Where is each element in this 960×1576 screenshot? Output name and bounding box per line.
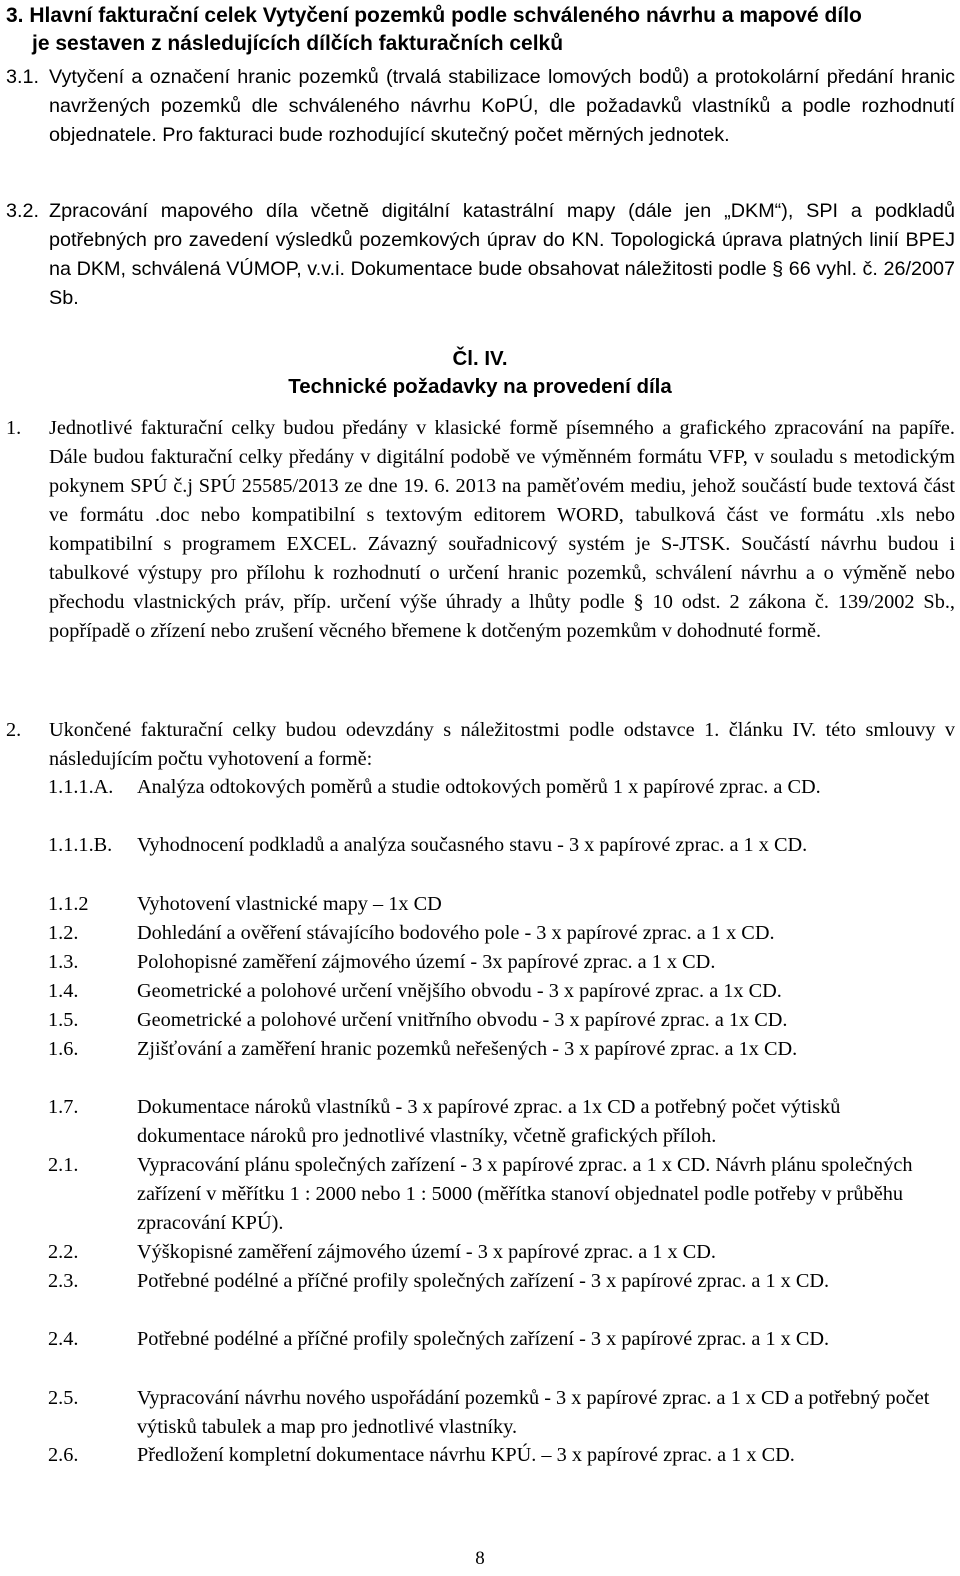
item-number: 1.1.1.A. xyxy=(48,776,114,798)
item-number: 1.6. xyxy=(48,1038,79,1060)
paragraph-text: Ukončené fakturační celky budou odevzdány s náležitostmi podle odstavce 1. článku IV. této smlouvy v následujícím počtu vyhotovení a formě: xyxy=(49,719,955,770)
item-number: 1.4. xyxy=(48,980,79,1002)
item-number: 2.6. xyxy=(48,1444,79,1466)
heading-line1: Hlavní fakturační celek Vytyčení pozemků podle schváleného návrhu a mapové dílo xyxy=(29,4,862,27)
item-text: Potřebné podélné a příčné profily společných zařízení - 3 x papírové zprac. a 1 x CD. xyxy=(137,1270,830,1292)
section-text: Zpracování mapového díla včetně digitální katastrální mapy (dále jen „DKM“), SPI a podkladů potřebných pro zavedení výsledků pozemkových úprav do KN. Topologická úprava platných linií BPEJ na DKM, schválená VÚMOP, v.v.i. Dokumentace bude obsahovat náležitosti podle § 66 vyhl. č. 26/2007 Sb. xyxy=(49,200,955,309)
item-number: 2.3. xyxy=(48,1270,79,1292)
item-number: 2.1. xyxy=(48,1154,79,1176)
section-heading xyxy=(6,2,956,58)
section-number: 3.2. xyxy=(6,200,39,222)
item-number: 2.5. xyxy=(48,1387,79,1409)
item-number: 1.5. xyxy=(48,1009,79,1031)
item-text: Zjišťování a zaměření hranic pozemků neřešených - 3 x papírové zprac. a 1x CD. xyxy=(137,1038,798,1060)
paragraph-number: 2. xyxy=(6,719,22,741)
item-number: 1.1.2 xyxy=(48,893,89,915)
heading-number: 3. xyxy=(6,4,24,27)
item-text: Dokumentace nároků vlastníků - 3 x papírové zprac. a 1x CD a potřebný počet výtisků dokumentace nároků pro jednotlivé vlastníky, včetně grafických příloh. xyxy=(137,1096,841,1147)
item-text: Geometrické a polohové určení vnějšího obvodu - 3 x papírové zprac. a 1x CD. xyxy=(137,980,782,1002)
item-text: Dohledání a ověření stávajícího bodového pole - 3 x papírové zprac. a 1 x CD. xyxy=(137,922,775,944)
page-number: 8 xyxy=(475,1548,485,1569)
item-text: Vyhodnocení podkladů a analýza současného stavu - 3 x papírové zprac. a 1 x CD. xyxy=(137,834,808,856)
item-number: 1.3. xyxy=(48,951,79,973)
item-text: Vyhotovení vlastnické mapy – 1x CD xyxy=(137,893,442,915)
article-number: Čl. IV. xyxy=(452,347,508,370)
paragraph-number: 1. xyxy=(6,417,22,439)
item-text: Geometrické a polohové určení vnitřního obvodu - 3 x papírové zprac. a 1x CD. xyxy=(137,1009,788,1031)
item-number: 1.2. xyxy=(48,922,79,944)
item-number: 1.1.1.B. xyxy=(48,834,113,856)
item-number: 1.7. xyxy=(48,1096,79,1118)
article-title: Technické požadavky na provedení díla xyxy=(288,375,672,398)
heading-line2: je sestaven z následujících dílčích fakturačních celků xyxy=(32,32,564,55)
paragraph-text: Jednotlivé fakturační celky budou předány v klasické formě písemného a grafického zpracování na papíře. Dále budou fakturační celky předány v digitální podobě ve výměnném formátu VFP, v souladu s metodickým pokynem SPÚ č.j SPÚ 25585/2013 ze dne 19. 6. 2013 na paměťovém mediu, jehož součástí bude textová část ve formátu .doc nebo kompatibilní s textovým editorem WORD, tabulková část ve formátu .xls nebo kompatibilní s programem EXCEL. Závazný souřadnicový systém je S-JTSK. Součástí návrhu budou i tabulkové výstupy pro přílohu k rozhodnutí o určení hranic pozemků, schválení návrhu a o výměně nebo přechodu vlastnických práv, příp. určení výše úhrady a lhůty podle § 10 odst. 2 zákona č. 139/2002 Sb., popřípadě o zřízení nebo zrušení věcného břemene k dotčeným pozemkům v dohodnuté formě. xyxy=(49,417,955,642)
section-number: 3.1. xyxy=(6,66,39,88)
item-number: 2.2. xyxy=(48,1241,79,1263)
section-text: Vytyčení a označení hranic pozemků (trvalá stabilizace lomových bodů) a protokolární předání hranic navržených pozemků dle schváleného návrhu KoPÚ, dle požadavků vlastníků a podle rozhodnutí objednatele. Pro fakturaci bude rozhodující skutečný počet měrných jednotek. xyxy=(49,66,955,146)
item-text: Výškopisné zaměření zájmového území - 3 x papírové zprac. a 1 x CD. xyxy=(137,1241,716,1263)
item-text: Potřebné podélné a příčné profily společných zařízení - 3 x papírové zprac. a 1 x CD. xyxy=(137,1328,830,1350)
item-text: Analýza odtokových poměrů a studie odtokových poměrů 1 x papírové zprac. a CD. xyxy=(137,776,821,798)
item-text: Předložení kompletní dokumentace návrhu KPÚ. – 3 x papírové zprac. a 1 x CD. xyxy=(137,1444,795,1466)
item-text: Vypracování návrhu nového uspořádání pozemků - 3 x papírové zprac. a 1 x CD a potřebný počet výtisků tabulek a map pro jednotlivé vlastníky. xyxy=(137,1387,930,1438)
item-number: 2.4. xyxy=(48,1328,79,1350)
item-text: Polohopisné zaměření zájmového území - 3x papírové zprac. a 1 x CD. xyxy=(137,951,716,973)
item-text: Vypracování plánu společných zařízení - 3 x papírové zprac. a 1 x CD. Návrh plánu společných zařízení v měřítku 1 : 2000 nebo 1 : 5000 (měřítka stanoví objednatel podle potřeby v průběhu zpracování KPÚ). xyxy=(137,1154,913,1234)
